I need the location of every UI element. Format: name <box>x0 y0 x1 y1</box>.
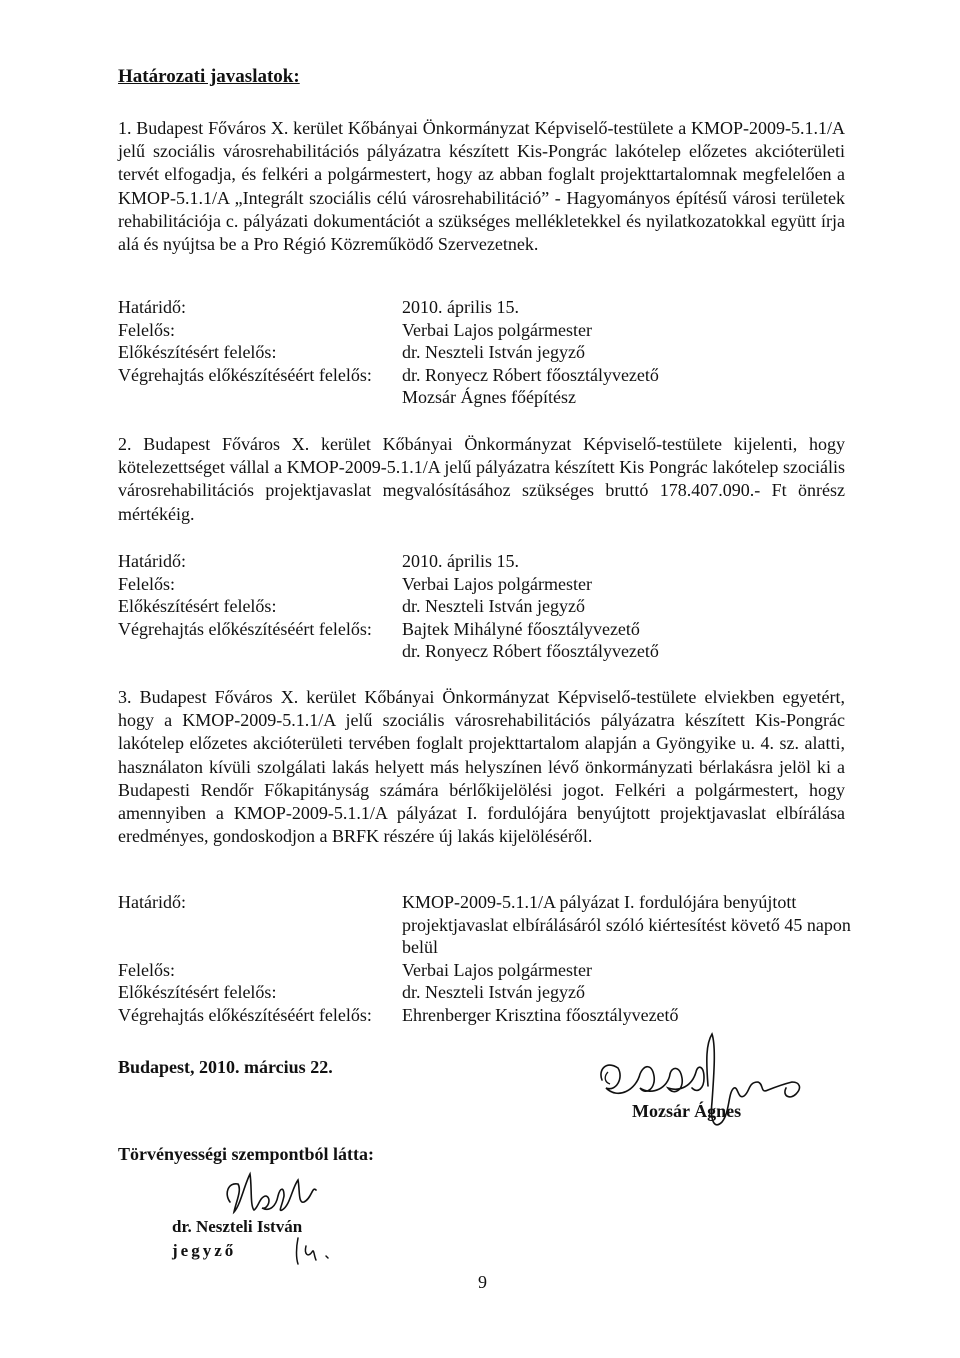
signature-2-title: jegyző <box>172 1241 237 1260</box>
duty-label: Előkészítésért felelős: <box>118 596 277 616</box>
duty-value: dr. Ronyecz Róbert főosztályvezető <box>402 641 659 661</box>
duty-label: Határidő: <box>118 551 186 571</box>
duty-value: Verbai Lajos polgármester <box>402 573 592 594</box>
signature-1-scribble <box>588 1030 828 1140</box>
resolution-2-text: 2. Budapest Főváros X. kerület Kőbányai Önkormányzat Képviselő-testülete kijelenti, hogy kötelezettséget vállal a KMOP-2009-5.1.1/A jelű pályázatra készített Kis Pongrác lakótelep szociális városrehabilitációs projektjavaslat megvalósításához szükséges bruttó 178.407.090.- Ft önrész mértékéig. <box>118 434 845 524</box>
signature-2-name: dr. Neszteli István <box>172 1217 303 1236</box>
duty-value: dr. Neszteli István jegyző <box>402 342 585 362</box>
duty-row <box>118 595 858 618</box>
duty-label: Végrehajtás előkészítéséért felelős: <box>118 618 372 639</box>
signature-1-name: Mozsár Ágnes <box>632 1101 742 1121</box>
duty-label: Végrehajtás előkészítéséért felelős: <box>118 1004 372 1025</box>
resolution-1-duties <box>118 296 858 409</box>
duty-label <box>118 640 402 663</box>
section-heading: Határozati javaslatok: <box>118 66 300 87</box>
duty-label: Felelős: <box>118 319 175 340</box>
duty-value: Bajtek Mihályné főosztályvezető <box>402 618 640 639</box>
duty-row <box>118 386 858 409</box>
signature-2-block <box>172 1215 302 1263</box>
duty-row <box>118 891 858 959</box>
duty-value: 2010. április 15. <box>402 551 519 571</box>
duty-row <box>118 296 858 319</box>
duty-row <box>118 364 858 387</box>
page-number: 9 <box>478 1272 487 1292</box>
duty-row <box>118 550 858 573</box>
duty-row <box>118 618 858 641</box>
duty-value: dr. Neszteli István jegyző <box>402 596 585 616</box>
duty-label: Végrehajtás előkészítéséért felelős: <box>118 364 372 385</box>
legal-review-label: Törvényességi szempontból látta: <box>118 1144 374 1164</box>
duty-row <box>118 319 858 342</box>
duty-row <box>118 1004 858 1027</box>
signature-2-initials <box>292 1234 342 1266</box>
duty-label: Felelős: <box>118 573 175 594</box>
duty-label <box>118 386 402 409</box>
duty-value: 2010. április 15. <box>402 297 519 317</box>
duty-label: Előkészítésért felelős: <box>118 342 277 362</box>
duty-value: dr. Ronyecz Róbert főosztályvezető <box>402 364 659 385</box>
duty-label: Felelős: <box>118 959 175 980</box>
resolution-3-duties <box>118 891 858 1026</box>
signature-2-scribble <box>220 1166 370 1222</box>
duty-value: dr. Neszteli István jegyző <box>402 982 585 1002</box>
date-line: Budapest, 2010. március 22. <box>118 1057 333 1077</box>
duty-value: Verbai Lajos polgármester <box>402 319 592 340</box>
duty-row <box>118 981 858 1004</box>
duty-row <box>118 640 858 663</box>
duty-label: Határidő: <box>118 892 186 912</box>
duty-row <box>118 959 858 982</box>
duty-row <box>118 341 858 364</box>
duty-label: Előkészítésért felelős: <box>118 982 277 1002</box>
resolution-2-duties <box>118 550 858 663</box>
resolution-3-text: 3. Budapest Főváros X. kerület Kőbányai Önkormányzat Képviselő-testülete elviekben egyetért, hogy a KMOP-2009-5.1.1/A jelű szociális városrehabilitációs pályázatra készített Kis-Pongrác lakótelep előzetes akcióterületi tervében foglalt projekttartalom alapján a Gyöngyike u. 4. sz. alatti, használaton kívüli szolgálati lakás helyett más helyszínen lévő önkormányzati bérlakásra jelöl ki a Budapesti Rendőr Főkapitányság számára bérlőkijelölési jogot. Felkéri a polgármestert, hogy amennyiben a KMOP-2009-5.1.1/A pályázat I. fordulójára benyújtott projektjavaslat elbírálása eredményes, gondoskodjon a BRFK részére új lakás kijelöléséről. <box>118 687 845 847</box>
duty-value: Ehrenberger Krisztina főosztályvezető <box>402 1004 679 1025</box>
duty-value: Verbai Lajos polgármester <box>402 959 592 980</box>
duty-value: Mozsár Ágnes főépítész <box>402 387 576 407</box>
resolution-1-text: 1. Budapest Főváros X. kerület Kőbányai Önkormányzat Képviselő-testülete a KMOP-2009-5.1.1/A jelű szociális városrehabilitációs pályázatra készített Kis-Pongrác lakótelep előzetes akcióterületi tervét elfogadja, és felkéri a polgármestert, hogy az abban foglalt projekttartalomnak megfelelően a KMOP-5.1.1/A „Integrált szociális célú városrehabilitáció” - Hagyományos építésű városi területek rehabilitációja c. pályázati dokumentációt a szükséges mellékletekkel és nyilatkozatokkal együtt írja alá és nyújtsa be a Pro Régió Közreműködő Szervezetnek. <box>118 118 845 255</box>
duty-row <box>118 573 858 596</box>
duty-value: KMOP-2009-5.1.1/A pályázat I. fordulójára benyújtott projektjavaslat elbírálásáról szóló kiértesítést követő 45 napon belül <box>402 892 851 957</box>
duty-label: Határidő: <box>118 297 186 317</box>
